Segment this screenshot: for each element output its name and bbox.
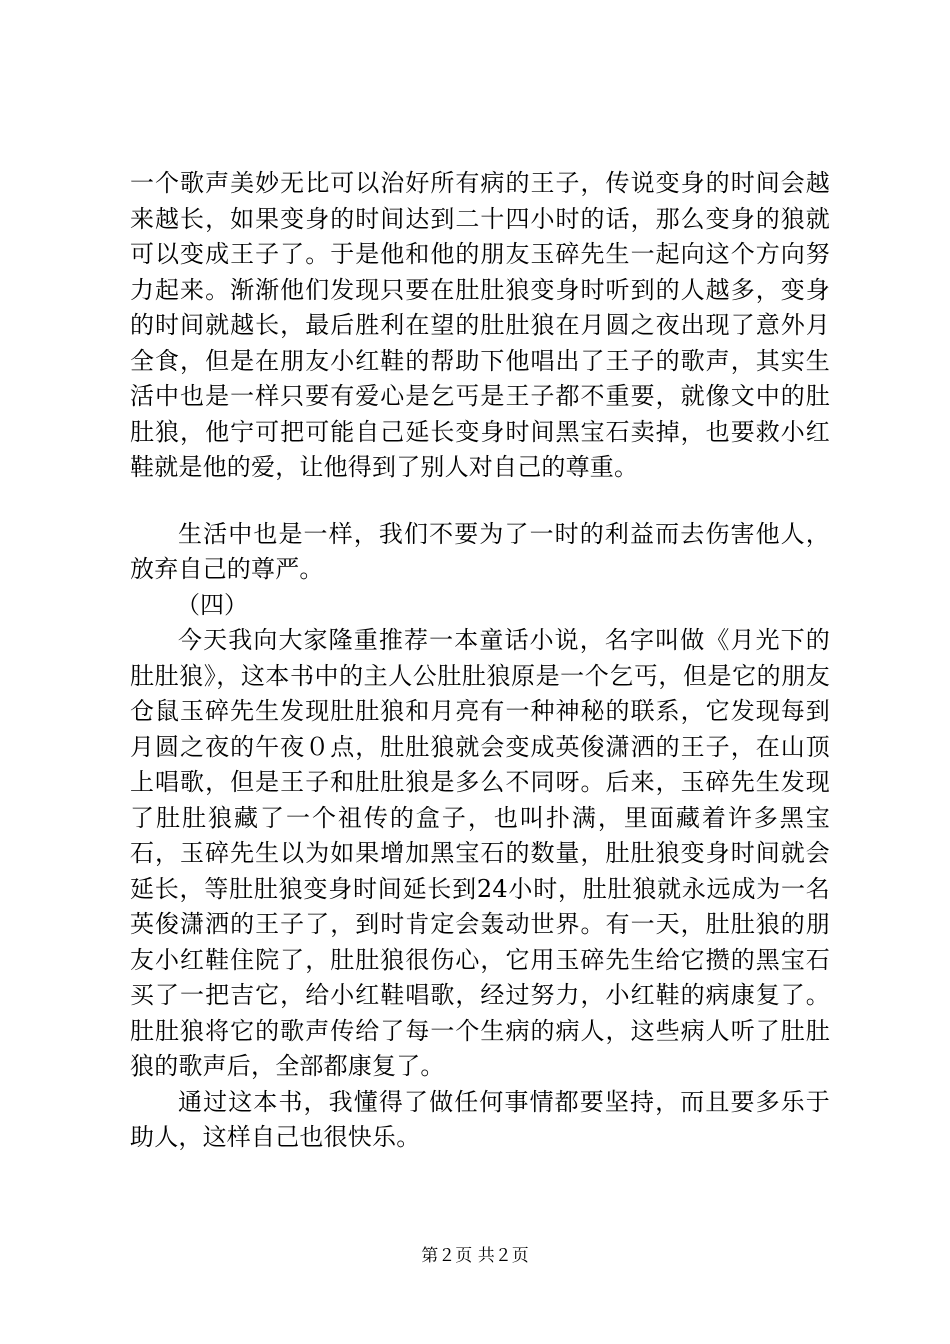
section-heading-four: （四） [176,590,248,619]
document-body [130,166,830,1156]
paragraph-continued: 一个歌声美妙无比可以治好所有病的王子，传说变身的时间会越来越长，如果变身的时间达到二十四小时的话，那么变身的狼就可以变成王子了。于是他和他的朋友玉碎先生一起向这个方向努力起来。渐渐他们发现只要在肚肚狼变身时听到的人越多，变身的时间就越长，最后胜利在望的肚肚狼在月圆之夜出现了意外月全食，但是在朋友小红鞋的帮助下他唱出了王子的歌声，其实生活中也是一样只要有爱心是乞丐是王子都不重要，就像文中的肚肚狼，他宁可把可能自己延长变身时间黑宝石卖掉，也要救小红鞋就是他的爱，让他得到了别人对自己的尊重。 [130,169,830,481]
page-footer: 第２页 共２页 [421,1246,529,1266]
paragraph-conclusion: 通过这本书，我懂得了做任何事情都要坚持，而且要多乐于助人，这样自己也很快乐。 [130,1087,830,1151]
paragraph-life: 生活中也是一样，我们不要为了一时的利益而去伤害他人，放弃自己的尊严。 [130,519,830,583]
paragraph-book-recommendation: 今天我向大家隆重推荐一本童话小说，名字叫做《月光下的肚肚狼》，这本书中的主人公肚肚狼原是一个乞丐，但是它的朋友仓鼠玉碎先生发现肚肚狼和月亮有一种神秘的联系，它发现每到月圆之夜的午夜０点，肚肚狼就会变成英俊潇洒的王子，在山顶上唱歌，但是王子和肚肚狼是多么不同呀。后来，玉碎先生发现了肚肚狼藏了一个祖传的盒子，也叫扑满，里面藏着许多黑宝石，玉碎先生以为如果增加黑宝石的数量，肚肚狼变身时间就会延长，等肚肚狼变身时间延长到24小时，肚肚狼就永远成为一名英俊潇洒的王子了，到时肯定会轰动世界。有一天，肚肚狼的朋友小红鞋住院了，肚肚狼很伤心，它用玉碎先生给它攒的黑宝石买了一把吉它，给小红鞋唱歌，经过努力，小红鞋的病康复了。肚肚狼将它的歌声传给了每一个生病的病人，这些病人听了肚肚狼的歌声后，全部都康复了。 [130,626,830,1080]
